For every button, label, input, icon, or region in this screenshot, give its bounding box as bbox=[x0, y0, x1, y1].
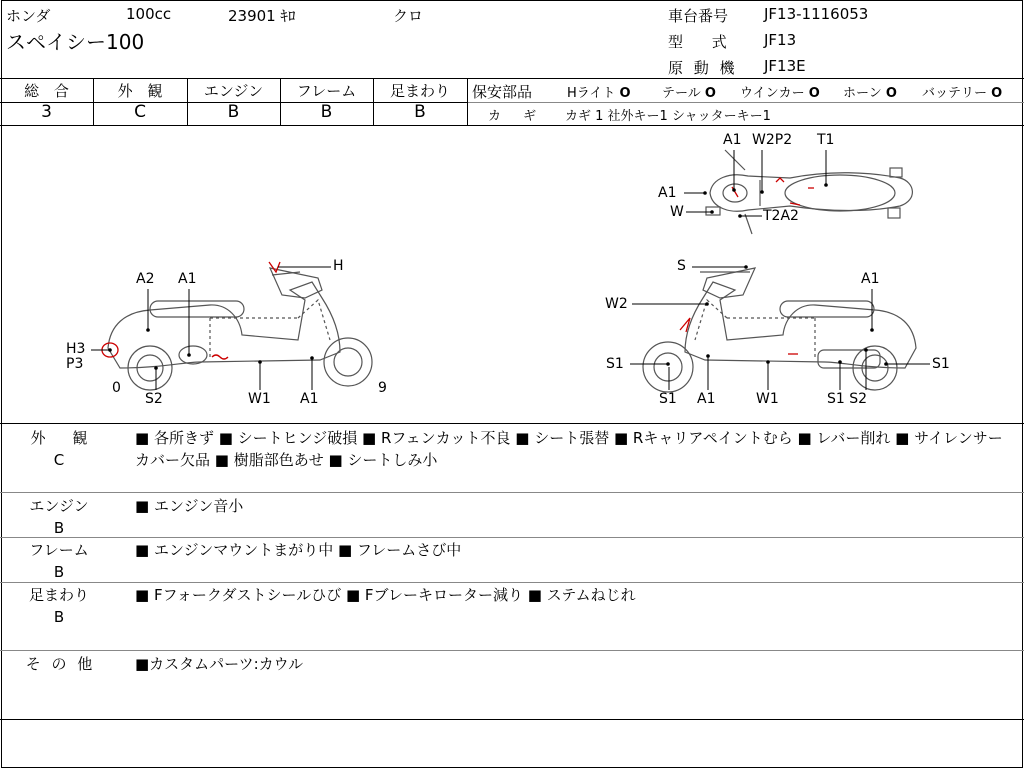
exterior-label: 外 観 bbox=[117, 82, 163, 100]
safety-item-label: テール bbox=[662, 86, 701, 101]
divider bbox=[467, 102, 1024, 103]
diagram-label: S1 bbox=[606, 356, 624, 372]
other-notes: ■カスタムパーツ:カウル bbox=[135, 655, 304, 673]
type-label: 型 式 bbox=[668, 33, 727, 51]
exterior-grade: C bbox=[134, 102, 146, 122]
safety-item-battery bbox=[922, 82, 1002, 101]
key-label: カ ギ bbox=[488, 109, 537, 124]
engine-model-label: 原 動 機 bbox=[668, 59, 735, 77]
overall-label: 総 合 bbox=[24, 82, 69, 100]
maker: ホンダ bbox=[6, 7, 51, 25]
safety-item-headlight bbox=[567, 82, 631, 101]
engine-label: エンジン bbox=[203, 82, 264, 100]
divider bbox=[0, 125, 1024, 126]
divider bbox=[467, 78, 468, 125]
diagram-label: T2A2 bbox=[763, 208, 799, 224]
engine-grade: B bbox=[227, 102, 240, 122]
engine-notes: ■ エンジン音小 bbox=[135, 497, 244, 515]
suspension-grade: B bbox=[414, 102, 426, 122]
frame-notes-title: フレーム bbox=[29, 541, 89, 559]
diagram-label: S1 S2 bbox=[827, 391, 868, 407]
diagram-label: A1 bbox=[658, 185, 677, 201]
diagram-label: A1 bbox=[300, 391, 319, 407]
diagram-label: A1 bbox=[861, 271, 880, 287]
frame-grade: B bbox=[320, 102, 333, 122]
safety-item-horn bbox=[843, 82, 897, 101]
safety-item-label: ホーン bbox=[843, 86, 882, 101]
mileage: 23901 ｷﾛ bbox=[228, 7, 296, 25]
diagram-label: 9 bbox=[378, 380, 387, 396]
diagram-label: T1 bbox=[817, 132, 835, 148]
diagram-label: W2P2 bbox=[752, 132, 793, 148]
overall-grade: 3 bbox=[41, 102, 52, 122]
exterior-notes-grade: C bbox=[53, 451, 65, 469]
safety-item-taillight bbox=[662, 82, 716, 101]
suspension-notes: ■ Fフォークダストシールひび ■ Fブレーキローター減り ■ ステムねじれ bbox=[135, 586, 636, 604]
diagram-label: W1 bbox=[756, 391, 779, 407]
model-name: スペイシー100 bbox=[6, 30, 145, 54]
diagram-label: 0 bbox=[112, 380, 121, 396]
engine-model-value: JF13E bbox=[764, 57, 806, 75]
displacement: 100cc bbox=[126, 5, 172, 23]
diagram-label: A2 bbox=[136, 271, 155, 287]
exterior-notes-title: 外 観 bbox=[30, 429, 88, 447]
diagram-label: P3 bbox=[66, 356, 84, 372]
diagram-label: W1 bbox=[248, 391, 271, 407]
divider bbox=[0, 537, 1024, 538]
diagram-label: S1 bbox=[932, 356, 950, 372]
safety-parts-title: 保安部品 bbox=[472, 83, 533, 101]
frame-notes: ■ エンジンマウントまがり中 ■ フレームさび中 bbox=[135, 541, 462, 559]
frame-number-value: JF13-1116053 bbox=[764, 5, 869, 23]
divider bbox=[0, 78, 1024, 79]
diagram-label: A1 bbox=[723, 132, 742, 148]
diagram-label: H3 bbox=[66, 341, 86, 357]
suspension-notes-grade: B bbox=[53, 608, 65, 626]
suspension-notes-title: 足まわり bbox=[28, 586, 89, 604]
exterior-notes: ■ 各所きず ■ シートヒンジ破損 ■ Rフェンカット不良 ■ シート張替 ■ Rキャリアペイントむら ■ レバー削れ ■ サイレンサーカバー欠品 ■ 樹脂部色あせ ■ シートしみ小 bbox=[135, 429, 1003, 469]
diagram-label: S bbox=[677, 258, 686, 274]
diagram-label: A1 bbox=[697, 391, 716, 407]
safety-item-label: バッテリー bbox=[922, 86, 988, 101]
frame-number-label: 車台番号 bbox=[668, 7, 729, 25]
type-value: JF13 bbox=[764, 31, 797, 49]
divider bbox=[0, 582, 1024, 583]
safety-item-winker bbox=[740, 82, 820, 101]
diagram-label: W bbox=[670, 204, 684, 220]
diagram-label: S2 bbox=[145, 391, 163, 407]
divider bbox=[0, 423, 1024, 424]
safety-item-mark: O bbox=[619, 86, 631, 101]
divider bbox=[0, 650, 1024, 651]
safety-item-label: Hライト bbox=[567, 86, 616, 101]
safety-item-mark: O bbox=[808, 86, 820, 101]
frame-notes-grade: B bbox=[53, 563, 65, 581]
color: クロ bbox=[393, 7, 424, 25]
diagram-label: H bbox=[333, 258, 344, 274]
safety-item-label: ウインカー bbox=[740, 86, 805, 101]
divider bbox=[0, 492, 1024, 493]
safety-item-mark: O bbox=[885, 86, 897, 101]
suspension-label: 足まわり bbox=[389, 82, 450, 100]
divider bbox=[0, 719, 1024, 720]
safety-item-mark: O bbox=[704, 86, 716, 101]
safety-item-mark: O bbox=[991, 86, 1003, 101]
diagram-label: W2 bbox=[605, 296, 628, 312]
frame-label: フレーム bbox=[296, 82, 357, 100]
engine-notes-grade: B bbox=[53, 519, 65, 537]
engine-notes-title: エンジン bbox=[29, 497, 89, 515]
diagram-label: S1 bbox=[659, 391, 677, 407]
diagram-label: A1 bbox=[178, 271, 197, 287]
other-notes-title: そ の 他 bbox=[25, 655, 93, 673]
key-value: カギ 1 社外キー1 シャッターキー1 bbox=[565, 109, 771, 124]
